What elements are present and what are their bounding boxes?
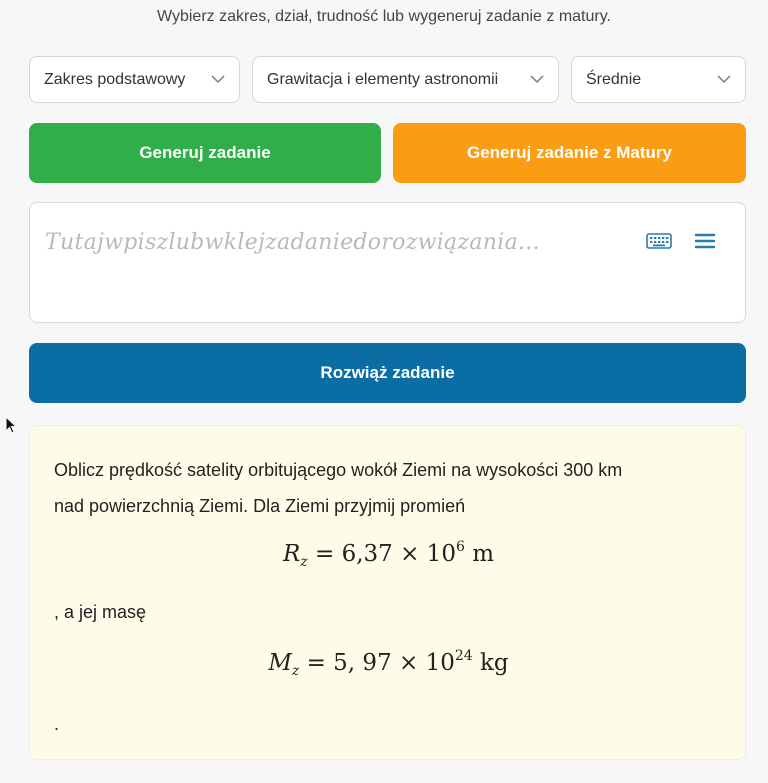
formula-subscript: z [291, 663, 300, 679]
formula-rhs: = 6,37 × 10 [315, 541, 456, 567]
formula-symbol: R [282, 541, 301, 567]
formula-exponent: 24 [454, 648, 473, 664]
section-select[interactable] [252, 56, 559, 103]
scope-select[interactable] [29, 56, 240, 103]
scope-select-value: Zakres podstawowy [44, 70, 186, 88]
radius-formula [30, 539, 747, 570]
task-input-placeholder: Tutajwpiszlubwklejzadaniedorozwiązania... [45, 230, 540, 255]
task-text-line1: Oblicz prędkość satelity orbitującego wokół Ziemi na wysokości 300 km [54, 460, 623, 480]
difficulty-select[interactable] [571, 56, 746, 103]
menu-icon[interactable] [694, 231, 716, 251]
formula-exponent: 6 [455, 539, 465, 555]
formula-symbol: M [268, 650, 292, 676]
chevron-down-icon [715, 70, 733, 88]
generate-task-button[interactable]: Generuj zadanie [29, 123, 381, 183]
formula-rhs: = 5, 97 × 10 [306, 650, 455, 676]
difficulty-select-value: Średnie [586, 70, 642, 88]
chevron-down-icon [209, 70, 227, 88]
task-result-panel [29, 425, 746, 760]
generate-matura-task-button[interactable]: Generuj zadanie z Matury [393, 123, 746, 183]
task-text-line2: nad powierzchnią Ziemi. Dla Ziemi przyjmij promień [54, 496, 466, 516]
task-text-line3: , a jej masę [54, 602, 147, 622]
mass-formula [30, 648, 747, 679]
chevron-down-icon [528, 70, 546, 88]
formula-unit: m [472, 541, 495, 567]
task-input[interactable] [29, 202, 746, 323]
mouse-cursor-icon [5, 416, 19, 436]
keyboard-icon[interactable] [646, 231, 672, 251]
solve-task-button[interactable]: Rozwiąż zadanie [29, 343, 746, 403]
page-subtitle: Wybierz zakres, dział, trudność lub wygeneruj zadanie z matury. [157, 8, 611, 25]
task-text-line4: . [54, 714, 60, 734]
section-select-value: Grawitacja i elementy astronomii [267, 70, 499, 88]
formula-unit: kg [480, 650, 509, 676]
formula-subscript: z [300, 554, 308, 570]
